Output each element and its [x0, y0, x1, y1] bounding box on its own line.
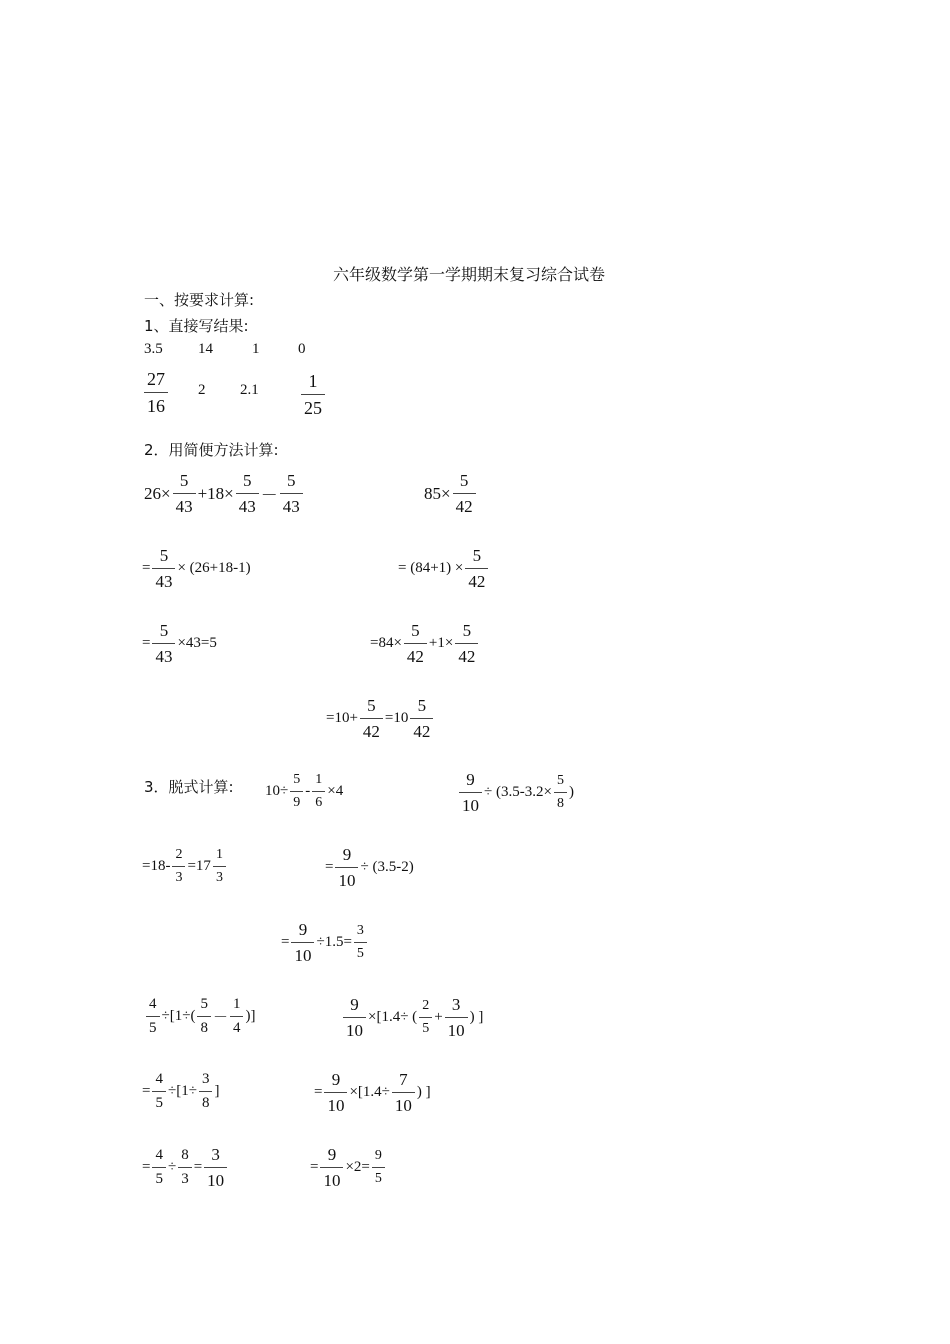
step-4a-1: = $\frac{4}{5}$ ÷[1÷ $\frac{3}{8}$ ]: [142, 1071, 220, 1111]
answer-4: 0: [298, 341, 306, 357]
step-2b-2: =84× $\frac{5}{42}$ +1× $\frac{5}{42}$: [370, 622, 480, 665]
question-3-label: 3．脱式计算:: [144, 778, 234, 796]
answer-1: 3.5: [144, 341, 163, 357]
section-heading: 一、按要求计算:: [144, 291, 255, 309]
expression-4a: $\frac{4}{5}$ ÷[1÷( $\frac{5}{8}$ － $\frac{1}{4}$ )]: [144, 997, 255, 1036]
question-1-label: 1、直接写结果:: [144, 317, 249, 335]
page-title: 六年级数学第一学期期末复习综合试卷: [333, 265, 606, 284]
expression-3b: $\frac{9}{10}$ ÷ (3.5-3.2× $\frac{5}{8}$ ): [457, 771, 574, 814]
question-2-label: 2．用简便方法计算:: [144, 441, 279, 459]
step-4b-1: = $\frac{9}{10}$ ×[1.4÷ $\frac{7}{10}$ ) ]: [314, 1070, 431, 1115]
step-3b-2: = $\frac{9}{10}$ ÷1.5= $\frac{3}{5}$: [281, 921, 369, 964]
step-4b-2: = $\frac{9}{10}$ ×2= $\frac{9}{5}$: [310, 1146, 387, 1189]
step-2a-1: = $\frac{5}{43}$ × (26+18-1): [142, 546, 251, 591]
expression-2a: 26× $\frac{5}{43}$ +18× $\frac{5}{43}$ － $\frac{5}{43}$: [144, 472, 305, 515]
answer-7: 2.1: [240, 382, 259, 398]
step-2b-1: = (84+1) × $\frac{5}{42}$: [398, 547, 490, 590]
expression-3a: 10÷ $\frac{5}{9}$ - $\frac{1}{6}$ ×4: [265, 772, 344, 810]
answer-6: 2: [198, 382, 206, 398]
step-3a-1: =18- $\frac{2}{3}$ =17 $\frac{1}{3}$: [142, 848, 228, 885]
answer-5: $\frac{27}{16}$: [142, 370, 170, 415]
step-2a-2: = $\frac{5}{43}$ ×43=5: [142, 621, 217, 666]
step-4a-2: = $\frac{4}{5}$ ÷ $\frac{8}{3}$ = $\frac{3}{10}$: [142, 1146, 229, 1189]
expression-2b: 85× $\frac{5}{42}$: [424, 472, 478, 515]
step-2b-3: =10+ $\frac{5}{42}$ =10 $\frac{5}{42}$: [326, 697, 435, 740]
answer-3: 1: [252, 341, 260, 357]
expression-4b: $\frac{9}{10}$ ×[1.4÷ ( $\frac{2}{5}$ + $\frac{3}{10}$ ) ]: [341, 996, 483, 1039]
answer-8: $\frac{1}{25}$: [299, 372, 327, 417]
answer-2: 14: [198, 341, 213, 357]
step-3b-1: = $\frac{9}{10}$ ÷ (3.5-2): [325, 845, 414, 890]
